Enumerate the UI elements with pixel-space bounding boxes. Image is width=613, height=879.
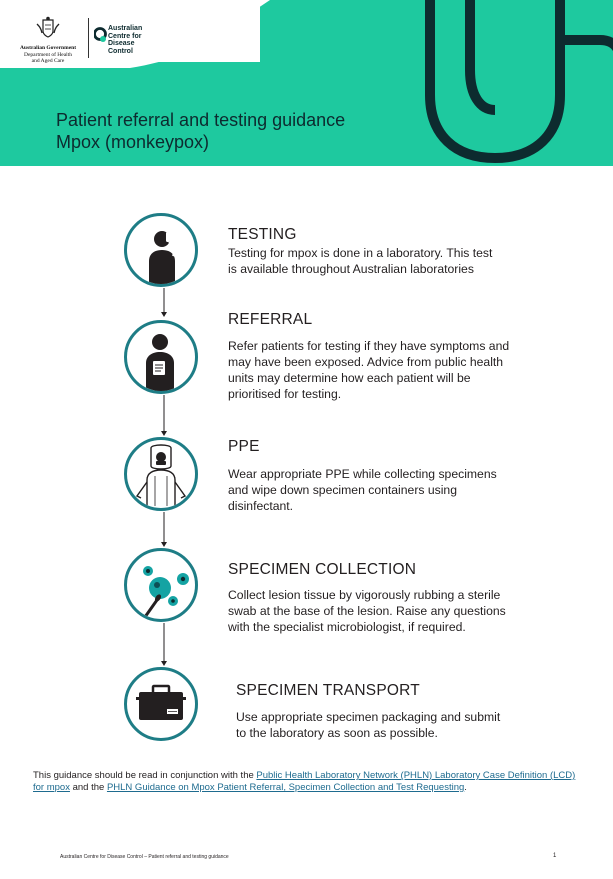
step-body-specimen-collection bbox=[228, 587, 506, 635]
step-body-line: Testing for mpox is done in a laboratory. This test bbox=[228, 246, 493, 260]
step-body-line: to the laboratory as soon as possible. bbox=[236, 726, 438, 740]
arrow-down-icon bbox=[160, 288, 168, 318]
page-number: 1 bbox=[553, 853, 557, 859]
step-icon-circle-referral bbox=[124, 320, 198, 394]
step-title-specimen-collection: SPECIMEN COLLECTION bbox=[228, 561, 417, 578]
step-title-specimen-transport: SPECIMEN TRANSPORT bbox=[236, 682, 420, 699]
coat-of-arms-icon bbox=[33, 16, 63, 40]
step-body-line: Refer patients for testing if they have symptoms and bbox=[228, 339, 510, 353]
title-line-1: Patient referral and testing guidance bbox=[56, 110, 346, 130]
step-body-ppe bbox=[228, 466, 497, 514]
step-body-line: is available throughout Australian laboratories bbox=[228, 262, 474, 276]
step-icon-circle-ppe bbox=[124, 437, 198, 511]
acdc-name bbox=[108, 25, 188, 55]
arrow-down-icon bbox=[160, 395, 168, 437]
step-body-line: Use appropriate specimen packaging and submit bbox=[236, 710, 501, 724]
phln-guidance-link[interactable]: PHLN Guidance on Mpox Patient Referral, Specimen Collection and Test Requesting bbox=[106, 782, 465, 793]
step-body-line: and wipe down specimen containers using bbox=[228, 483, 457, 497]
person-clipboard-icon bbox=[127, 323, 195, 391]
step-body-line: Wear appropriate PPE while collecting specimens bbox=[228, 467, 497, 481]
swab-lesion-icon bbox=[127, 551, 195, 619]
footnote-prefix: This guidance should be read in conjunction with the bbox=[33, 770, 257, 781]
guidance-footnote bbox=[33, 770, 583, 794]
step-body-referral bbox=[228, 338, 509, 402]
step-icon-circle-specimen-transport bbox=[124, 667, 198, 741]
step-icon-circle-specimen-collection bbox=[124, 548, 198, 622]
phln-lcd-link[interactable]: Public Health Laboratory Network (PHLN) Laboratory Case Definition (LCD) for mpox bbox=[33, 770, 576, 793]
step-title-testing: TESTING bbox=[228, 226, 297, 243]
step-title-ppe: PPE bbox=[228, 438, 260, 455]
person-phone-icon bbox=[127, 216, 195, 284]
step-body-specimen-transport bbox=[236, 709, 500, 741]
step-body-line: units may determine how each patient will be bbox=[228, 371, 471, 385]
dept-line-2: and Aged Care bbox=[31, 58, 65, 64]
step-title-referral: REFERRAL bbox=[228, 311, 313, 328]
step-body-line: Collect lesion tissue by vigorously rubbing a sterile bbox=[228, 588, 501, 602]
arrow-down-icon bbox=[160, 512, 168, 548]
step-body-line: swab at the base of the lesion. Raise any questions bbox=[228, 604, 506, 618]
acdc-line-3: Disease bbox=[108, 40, 135, 47]
acdc-line-1: Australian bbox=[108, 25, 143, 32]
step-body-line: disinfectant. bbox=[228, 499, 294, 513]
logo-divider bbox=[88, 18, 89, 58]
step-body-line: prioritised for testing. bbox=[228, 387, 342, 401]
step-body-line: may have been exposed. Advice from public health bbox=[228, 355, 504, 369]
acdc-line-4: Control bbox=[108, 47, 133, 55]
transport-box-icon bbox=[127, 670, 195, 738]
arrow-down-icon bbox=[160, 623, 168, 667]
acdc-logo-icon bbox=[94, 24, 108, 50]
ppe-icon bbox=[127, 440, 195, 508]
title-line-2: Mpox (monkeypox) bbox=[56, 132, 210, 152]
australian-government-logo bbox=[14, 16, 82, 65]
gov-name: Australian Government bbox=[19, 45, 77, 51]
step-icon-circle-testing bbox=[124, 213, 198, 287]
step-body-testing bbox=[228, 245, 492, 277]
header-banner bbox=[0, 0, 613, 166]
footnote-suffix: . bbox=[464, 782, 467, 793]
dept-line-1: Department of Health bbox=[24, 51, 72, 58]
footnote-middle: and the bbox=[69, 782, 107, 793]
footer-text: Australian Centre for Disease Control – Patient referral and testing guidance bbox=[60, 854, 229, 860]
acdc-line-2: Centre for bbox=[108, 32, 142, 40]
step-body-line: with the specialist microbiologist, if required. bbox=[228, 620, 466, 634]
page-title bbox=[56, 109, 345, 153]
